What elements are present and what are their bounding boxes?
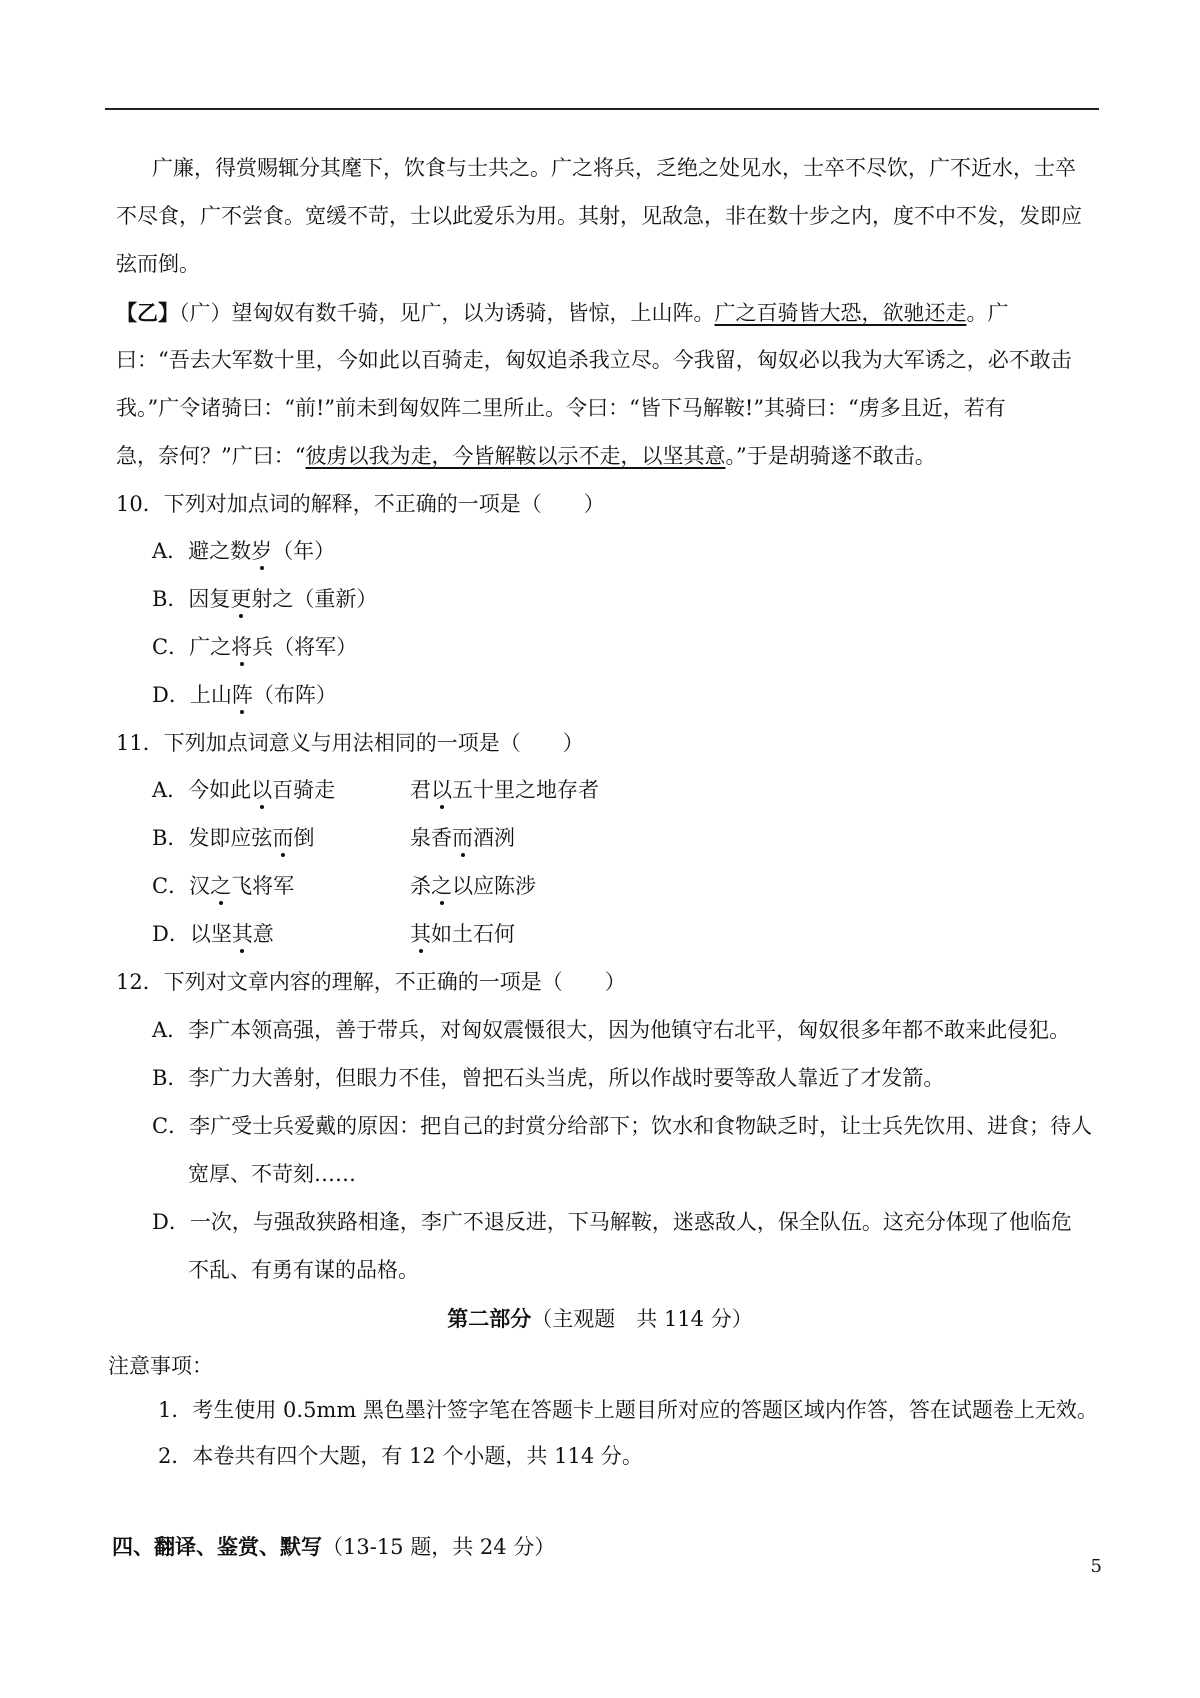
q12-option-c: C．李广受士兵爱戴的原因：把自己的封赏分给部下；饮水和食物缺乏时，让士兵先饮用、进食；待人 — [152, 1114, 1093, 1138]
q11-option-b: B．发即应弦而倒 — [152, 826, 315, 850]
q11-option-a: A．今如此以百骑走 — [152, 778, 336, 802]
underlined-sentence: 彼虏以我为走，今皆解鞍以示不走，以坚其意 — [305, 444, 726, 468]
note-item: 1．考生使用 0.5mm 黑色墨汁签字笔在答题卡上题目所对应的答题区域内作答，答在试题卷上无效。 — [158, 1398, 1098, 1422]
q11-option-a-compare: 君以五十里之地存者 — [410, 778, 599, 802]
q10-option-b: B．因复更射之（重新） — [152, 587, 378, 611]
q11-option-d-compare: 其如土石何 — [410, 922, 515, 946]
q11-option-b-compare: 泉香而酒洌 — [410, 826, 515, 850]
passage-line: 弦而倒。 — [116, 252, 200, 276]
passage-line: 急，奈何？”广曰：“彼虏以我为走，今皆解鞍以示不走，以坚其意。”于是胡骑遂不敢击。 — [116, 444, 936, 468]
passage-line: 【乙】（广）望匈奴有数千骑，见广，以为诱骑，皆惊，上山阵。广之百骑皆大恐，欲驰还走。广 — [116, 300, 1009, 325]
q10-option-d: D．上山阵（布阵） — [152, 683, 337, 707]
q10-option-c: C．广之将兵（将军） — [152, 635, 358, 659]
part-two-title: 第二部分（主观题 共 114 分） — [447, 1306, 753, 1331]
passage-line: 不尽食，广不尝食。宽缓不苛，士以此爱乐为用。其射，见敌急，非在数十步之内，度不中不发，发即应 — [116, 204, 1082, 228]
q12-option-a: A．李广本领高强，善于带兵，对匈奴震慑很大，因为他镇守右北平，匈奴很多年都不敢来此侵犯。 — [152, 1018, 1071, 1042]
q11-option-c-compare: 杀之以应陈涉 — [410, 874, 536, 898]
passage-line: 曰：“吾去大军数十里，今如此以百骑走，匈奴追杀我立尽。今我留，匈奴必以我为大军诱之，必不敢击 — [116, 348, 1072, 372]
q11-option-c: C．汉之飞将军 — [152, 874, 295, 898]
question-12-stem: 12．下列对文章内容的理解，不正确的一项是（ ） — [116, 970, 626, 994]
passage-line: 我。”广令诸骑曰：“前!”前未到匈奴阵二里所止。令曰：“皆下马解鞍!”其骑曰：“虏多且近，若有 — [116, 396, 1006, 420]
question-10-stem: 10．下列对加点词的解释，不正确的一项是（ ） — [116, 492, 605, 516]
page-number: 5 — [1090, 1556, 1102, 1577]
q11-option-d: D．以坚其意 — [152, 922, 274, 946]
notes-label: 注意事项： — [108, 1354, 213, 1378]
note-item: 2．本卷共有四个大题，有 12 个小题，共 114 分。 — [158, 1444, 643, 1468]
q12-option-c-cont: 宽厚、不苛刻…… — [188, 1162, 356, 1186]
passage-line: 广廉，得赏赐辄分其麾下，饮食与士共之。广之将兵，乏绝之处见水，士卒不尽饮，广不近水，士卒 — [152, 156, 1076, 180]
header-rule — [105, 108, 1099, 110]
passage-tag: 【乙】 — [116, 300, 179, 325]
q12-option-b: B．李广力大善射，但眼力不佳，曾把石头当虎，所以作战时要等敌人靠近了才发箭。 — [152, 1066, 945, 1090]
underlined-sentence: 广之百骑皆大恐，欲驰还走 — [714, 301, 967, 325]
section-four-heading: 四、翻译、鉴赏、默写（13-15 题，共 24 分） — [112, 1534, 556, 1559]
q10-option-a: A．避之数岁（年） — [152, 539, 336, 563]
question-11-stem: 11．下列加点词意义与用法相同的一项是（ ） — [116, 731, 584, 755]
q12-option-d-cont: 不乱、有勇有谋的品格。 — [188, 1258, 419, 1282]
q12-option-d: D．一次，与强敌狭路相逢，李广不退反进，下马解鞍，迷惑敌人，保全队伍。这充分体现了他临危 — [152, 1210, 1072, 1234]
